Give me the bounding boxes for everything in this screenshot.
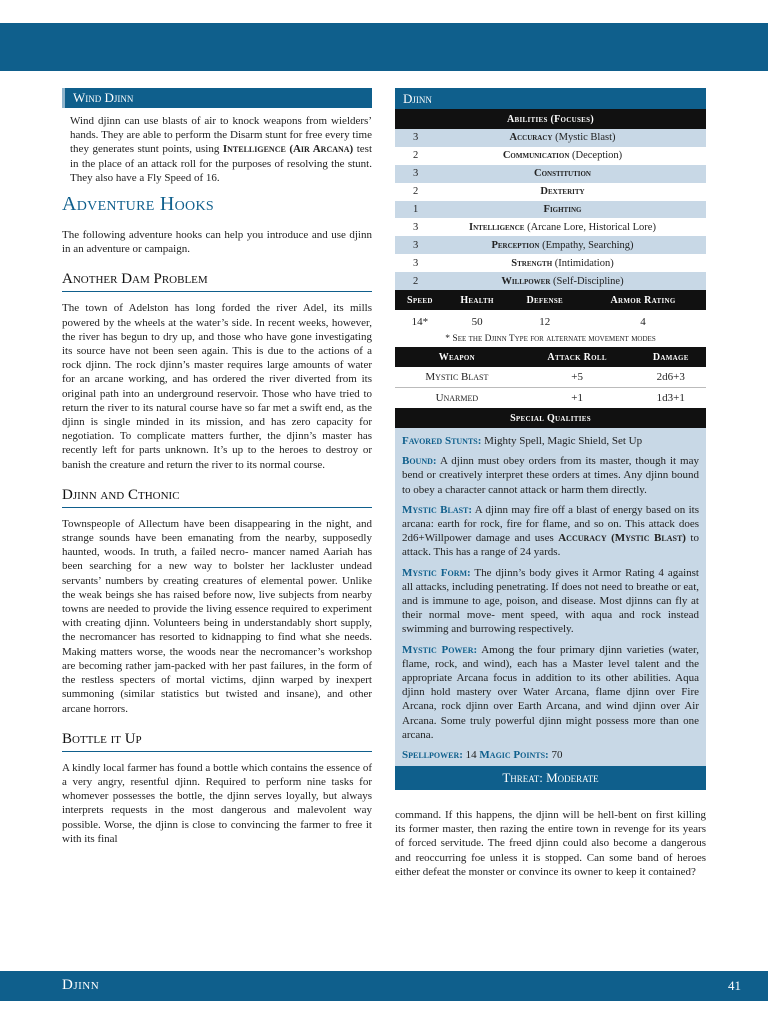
weapon-name: Mystic Blast [395,367,519,388]
ability-row [395,129,706,147]
ability-name [459,218,706,236]
ability-focus: (Intimidation) [552,257,614,269]
ability-name [459,236,706,254]
weapon-damage: 1d3+1 [636,388,707,409]
special-qualities-header: Special Qualities [395,408,706,428]
weapon-row [395,388,706,409]
health-value: 50 [471,315,483,328]
weapon-attack: +5 [519,367,636,388]
ability-score: 3 [395,129,459,147]
stat-block [395,88,706,790]
ability-label: Perception [491,239,540,251]
combat-stats-table [395,290,706,347]
ability-label: Fighting [543,204,582,215]
movement-note: * See the Djinn Type for alternate movement modes [445,333,656,344]
ability-focus: (Empathy, Searching) [539,239,634,251]
ability-row [395,201,706,219]
ability-focus: (Arcane Lore, Historical Lore) [524,221,656,233]
page-number: 41 [728,978,741,993]
ability-score: 2 [395,147,459,165]
ability-label: Intelligence [469,221,525,233]
weapons-table [395,347,706,428]
ability-name [459,272,706,290]
header-band [0,23,768,71]
right-column [395,88,706,879]
ability-row [395,272,706,290]
abilities-table [395,109,706,290]
adventure-hooks-intro: The following adventure hooks can help you introduce and use djinn in an adventure or campaign. [62,229,372,256]
ability-score: 3 [395,218,459,236]
weapon-row [395,367,706,388]
attack-roll-header: Attack Roll [519,347,636,367]
weapon-header: Weapon [395,347,519,367]
ability-name [459,129,706,147]
mystic-form-quality: Mystic Form: The djinn’s body gives it Armor Rating 4 against all attacks, including penetrating. If does not need to breathe or eat, and is immune to age, poison, and disease. Most djinns can fly at their normal move- ment speed, with aqua and rock instead swimming and burrowing respectively. [402,566,699,636]
ability-name [459,201,706,219]
speed-header: Speed [395,290,445,310]
weapon-damage: 2d6+3 [636,367,707,388]
ability-name [459,183,706,201]
ability-score: 2 [395,183,459,201]
speed-value: 14* [411,315,429,328]
ability-label: Constitution [534,168,591,180]
health-header: Health [445,290,510,310]
ability-row [395,254,706,272]
ability-focus: (Deception) [569,150,623,162]
spellpower-line: Spellpower: 14 Magic Points: 70 [402,749,563,762]
ability-row [395,236,706,254]
favored-stunts: Favored Stunts: Mighty Spell, Magic Shield, Set Up [402,435,643,448]
ability-row [395,147,706,165]
mystic-power-quality: Mystic Power: Among the four primary djinn varieties (water, flame, rock, and wind), each has a Master level talent and the appropriate Arcana focus in addition to its other abilities. Aqua djinn hold mastery over Water Arcana, flame djinn over Fire Arcana, rock djinn over Earth Arcana, and wind djinn over Air Arcana. Some truly powerful djinn might possess more than one arcana. [402,643,699,741]
djinn-and-cthonic-text: Townspeople of Allectum have been disappearing in the night, and strange sounds have been emanating from the nearby, supposedly haunted, woods. In truth, a failed necro- mancer named Aariah has been searching for a new way to bolster her lackluster undead servants’ numbers by creating creatures of elemental power. Unlike the weak beings she has raised before now, live subjects from nearby towns are needed to provide the living essence required to experiment with creating djinn. Volunteers being in understandably short supply, the necromancer has resorted to kidnapping to find what she needs. Making matters worse, the woods near the necromancer’s workshop are becoming rather jam-packed with her past failures, in the form of the restless specters of mortal victims, djinn warped by inexpert summoning (similar statistics but twisted and insane), and other arcane horrors. [62,517,372,715]
another-dam-problem-text: The town of Adelston has long forded the river Adel, its mills powered by the wheels at the water’s side. In recent weeks, however, the river has begun to dry up, and those who have gone investigating its source have not been seen again. This is due to the actions of a rock djinn. The rock djinn’s master requires large amounts of water for an arcane working, and has ordered the river diverted from its original path into an underground reservoir. Those who have tried to return the river to its natural course have so far met a swift end, as the djinn is single minded in its mission, and has zero capacity for negotiation. To complicate matters further, the djinn’s master has recently left for parts unknown. It’s up to the heroes to destroy or banish the creature and return the river to its normal course. [62,302,372,471]
ability-row [395,165,706,183]
another-dam-problem-title: Another Dam Problem [62,271,372,292]
armor-rating-value: 4 [640,315,646,328]
adventure-hooks-title: Adventure Hooks [62,193,214,216]
footer-title: Djinn [62,977,100,993]
ability-row [395,183,706,201]
damage-header: Damage [636,347,707,367]
ability-name [459,165,706,183]
stat-block-title: Djinn [395,88,706,109]
abilities-header: Abilities (Focuses) [395,109,706,129]
ability-focus: (Self-Discipline) [550,275,624,287]
footer-band [0,971,768,1001]
ability-score: 3 [395,165,459,183]
defense-value: 12 [539,315,551,328]
bound-quality: Bound: A djinn must obey orders from its master, though it may bend or creatively interpret these orders at times. Any djinn bound to obey a character cannot attack or harm them directly. [402,455,699,496]
ability-label: Accuracy [509,132,553,144]
weapon-name: Unarmed [395,388,519,409]
ability-name [459,254,706,272]
weapon-attack: +1 [519,388,636,409]
ability-label: Willpower [501,275,551,287]
djinn-and-cthonic-title: Djinn and Cthonic [62,487,372,508]
bottle-it-up-text: A kindly local farmer has found a bottle which contains the essence of a very angry, resentful djinn. Required to perform nine tasks for whomever possesses the bottle, the djinn serves loyally, but always interprets requests in the most dangerous and malevolent way possible. Worse, the djinn is close to convincing the farmer to free it with its final [62,761,372,845]
ability-row [395,218,706,236]
ability-focus: (Mystic Blast) [552,132,616,144]
bottle-it-up-title: Bottle it Up [62,731,372,752]
ability-score: 3 [395,254,459,272]
defense-header: Defense [509,290,580,310]
bottle-it-up-continued: command. If this happens, the djinn will be hell-bent on first killing its former master, then razing the entire town in revenge for its years of forced servitude. The freed djinn could also become a dangerous and reoccurring foe unless it is stopped. Can some band of heroes either defeat the monster or convince its owner to keep it contained? [395,809,706,878]
ability-label: Dexterity [540,186,585,198]
special-qualities [395,428,706,766]
ability-name [459,147,706,165]
threat-level: Threat: Moderate [395,766,706,790]
wind-djinn-text: Wind djinn can use blasts of air to knock weapons from wielders’ hands. They are able to perform the Disarm stunt for free every time they generates stunt points, using Intelligence (Air Arcana) test in the place of an attack roll for the purposes of resolving the stunt. They also have a Fly Speed of 16. [70,115,372,184]
armor-rating-header: Armor Rating [580,290,706,310]
mystic-blast-quality: Mystic Blast: A djinn may fire off a blast of energy based on its arcana: earth for rock, fire for flame, and so on. This attack does 2d6+Willpower damage and uses Accuracy (Mystic Blast) to attack. This has a range of 24 yards. [402,503,700,559]
ability-score: 3 [395,236,459,254]
wind-djinn-heading: Wind Djinn [62,88,372,108]
ability-score: 2 [395,272,459,290]
ability-label: Communication [502,150,570,162]
left-column [62,88,372,846]
ability-score: 1 [395,201,459,219]
ability-label: Strength [511,257,553,269]
